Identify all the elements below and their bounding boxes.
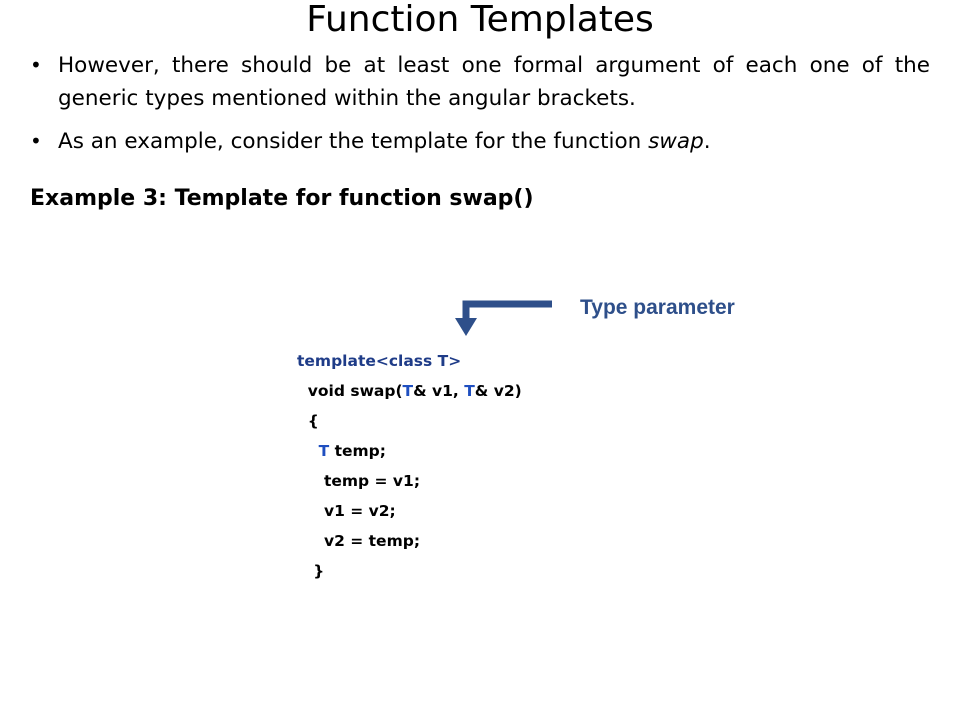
code-text: temp; xyxy=(329,442,386,460)
code-type-param: T xyxy=(464,382,475,400)
code-text: v2 = temp; xyxy=(323,532,421,550)
code-text: void swap( xyxy=(307,382,403,400)
arrow-down-left-icon xyxy=(448,296,558,342)
bullet-dot-icon: • xyxy=(30,53,42,77)
code-line-statement xyxy=(297,466,522,496)
bullet-list xyxy=(30,49,930,168)
code-text: { xyxy=(307,412,319,430)
code-keyword: template<class T> xyxy=(297,352,462,370)
code-line-statement xyxy=(297,496,522,526)
bullet-text-end: . xyxy=(703,129,711,154)
code-line-close-brace xyxy=(297,556,522,586)
code-text: v1 = v2; xyxy=(323,502,396,520)
bullet-item xyxy=(30,125,930,158)
code-type-param: T xyxy=(402,382,414,400)
code-text: } xyxy=(313,562,325,580)
code-block xyxy=(297,346,522,586)
bullet-text: As an example, consider the template for the function xyxy=(58,129,649,154)
code-line-statement xyxy=(297,526,522,556)
code-text: & v2) xyxy=(474,382,522,400)
code-line-open-brace xyxy=(297,406,522,436)
bullet-dot-icon: • xyxy=(30,129,42,153)
bullet-item xyxy=(30,49,930,115)
code-text: temp = v1; xyxy=(323,472,421,490)
code-line-signature xyxy=(297,376,522,406)
code-type-param: T xyxy=(318,442,330,460)
slide-title: Function Templates xyxy=(306,0,654,40)
type-parameter-label: Type parameter xyxy=(580,296,735,319)
bullet-italic-text: swap xyxy=(648,129,704,154)
code-line-template xyxy=(297,346,522,376)
bullet-text: However, there should be at least one formal argument of each one of the generic types mentioned within the angular brackets. xyxy=(58,53,930,111)
code-line-declaration xyxy=(297,436,522,466)
code-text: & v1, xyxy=(413,382,465,400)
example-heading: Example 3: Template for function swap() xyxy=(30,186,534,211)
